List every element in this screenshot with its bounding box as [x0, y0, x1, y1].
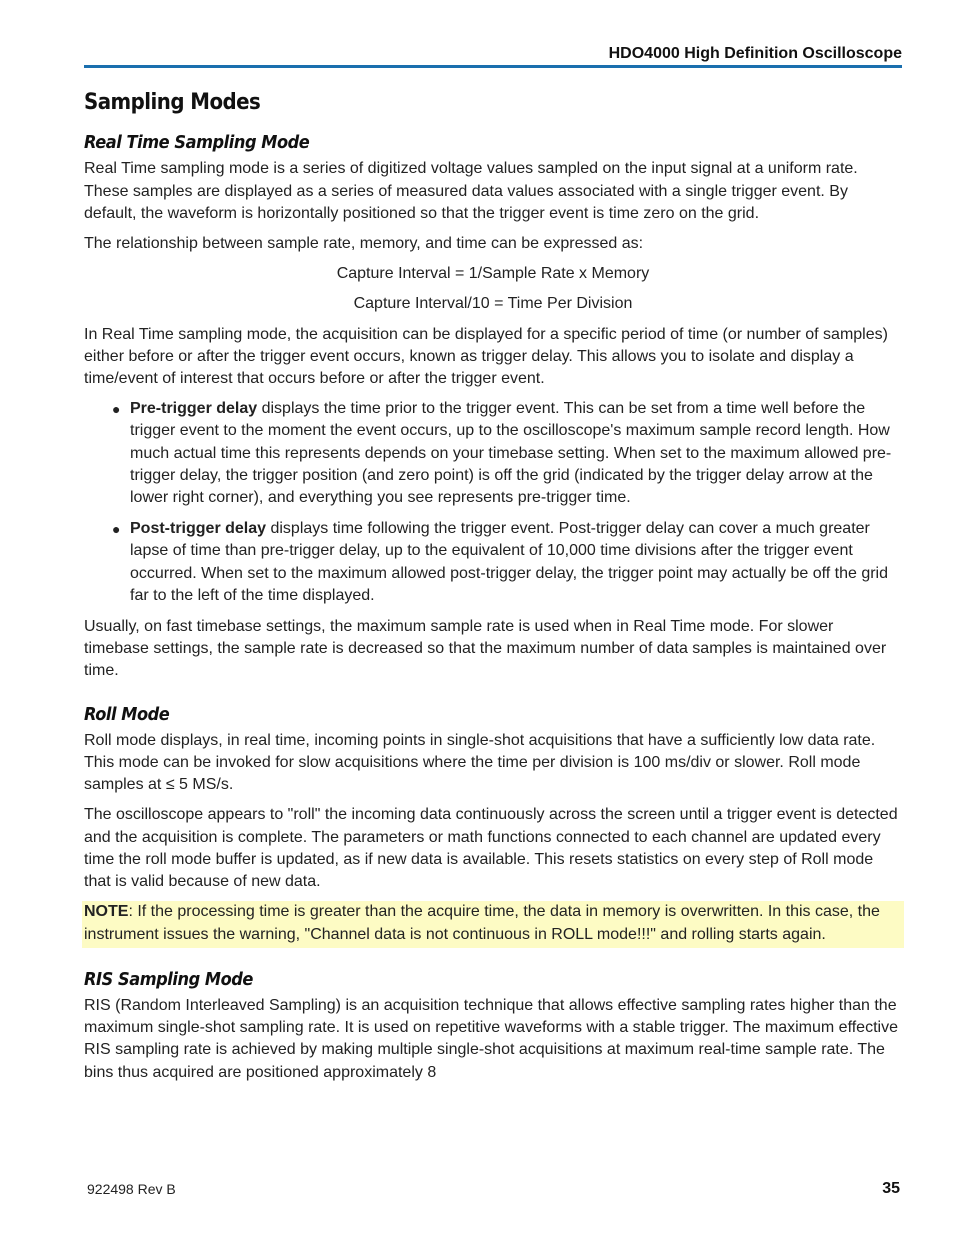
list-item: [112, 398, 902, 509]
term-pre-trigger: Pre-trigger delay: [130, 400, 258, 418]
paragraph: Roll mode displays, in real time, incoming points in single-shot acquisitions that have a sufficiently low data rate. This mode can be invoked for slow acquisitions where the time per division is 100 ms/div or slower. Roll mode samples at ≤ 5 MS/s.: [84, 731, 876, 794]
bullet-list: [84, 398, 902, 607]
bullet-icon: ●: [112, 401, 121, 418]
list-item: [112, 518, 902, 607]
list-item-text: displays the time prior to the trigger event. This can be set from a time well before the trigger event to the moment the event occurs, up to the oscilloscope's maximum sample record length. How much actual time this represents depends on your timebase setting. When set to the maximum allowed pre-trigger delay, the trigger position (and zero point) is off the grid (indicated by the trigger delay arrow at the lower right corner), and everything you see represents pre-trigger time.: [130, 400, 892, 507]
heading-roll-mode: Roll Mode: [84, 703, 170, 725]
paragraph: The relationship between sample rate, memory, and time can be expressed as:: [84, 235, 644, 253]
note-label: NOTE: [84, 903, 129, 921]
list-item-text: displays time following the trigger event. Post-trigger delay can cover a much greater lapse of time than pre-trigger delay, up to the equivalent of 10,000 time divisions after the trigger event occurred. When set to the maximum allowed post-trigger delay, the trigger point may actually be off the grid far to the left of the time displayed.: [130, 520, 888, 604]
paragraph: RIS (Random Interleaved Sampling) is an acquisition technique that allows effective sampling rates higher than the maximum single-shot sampling rate. It is used on repetitive waveforms with a stable trigger. The maximum effective RIS sampling rate is achieved by making multiple single-shot acquisitions at maximum real-time sample rate. The bins thus acquired are positioned approximately 8: [84, 996, 898, 1081]
header-rule: [84, 65, 902, 68]
heading-real-time: Real Time Sampling Mode: [84, 132, 310, 154]
running-header: HDO4000 High Definition Oscilloscope: [608, 45, 902, 62]
note-text: : If the processing time is greater than the acquire time, the data in memory is overwritten. In this case, the instrument issues the warning, "Channel data is not continuous in ROLL mode!!!" and rolling starts again.: [84, 903, 880, 943]
paragraph: Usually, on fast timebase settings, the maximum sample rate is used when in Real Time mode. For slower timebase settings, the sample rate is decreased so that the maximum number of data samples is maintained over time.: [84, 618, 887, 680]
page-title: Sampling Modes: [84, 90, 261, 115]
paragraph: Real Time sampling mode is a series of digitized voltage values sampled on the input signal at a uniform rate. These samples are displayed as a series of measured data values associated with a single trigger event. By default, the waveform is horizontally positioned so that the trigger event is time zero on the grid.: [84, 160, 858, 222]
doc-revision: 922498 Rev B: [87, 1181, 176, 1197]
page-content: [84, 88, 902, 1092]
paragraph: The oscilloscope appears to "roll" the incoming data continuously across the screen until a trigger event is detected and the acquisition is complete. The parameters or math functions connected to each channel are updated every time the roll mode buffer is updated, as if new data is available. This resets statistics on every step of Roll mode that is valid because of new data.: [84, 806, 898, 891]
heading-ris-mode: RIS Sampling Mode: [84, 968, 253, 990]
page-number: 35: [882, 1180, 900, 1197]
formula-capture-interval: Capture Interval = 1/Sample Rate x Memory: [336, 265, 650, 283]
note-callout: [82, 901, 904, 947]
term-post-trigger: Post-trigger delay: [130, 520, 267, 538]
bullet-icon: ●: [112, 521, 121, 538]
paragraph: In Real Time sampling mode, the acquisition can be displayed for a specific period of time (or number of samples) either before or after the trigger event occurs, known as trigger delay. This allows you to isolate and display a time/event of interest that occurs before or after the trigger event.: [84, 325, 888, 388]
formula-time-per-division: Capture Interval/10 = Time Per Division: [353, 295, 633, 313]
